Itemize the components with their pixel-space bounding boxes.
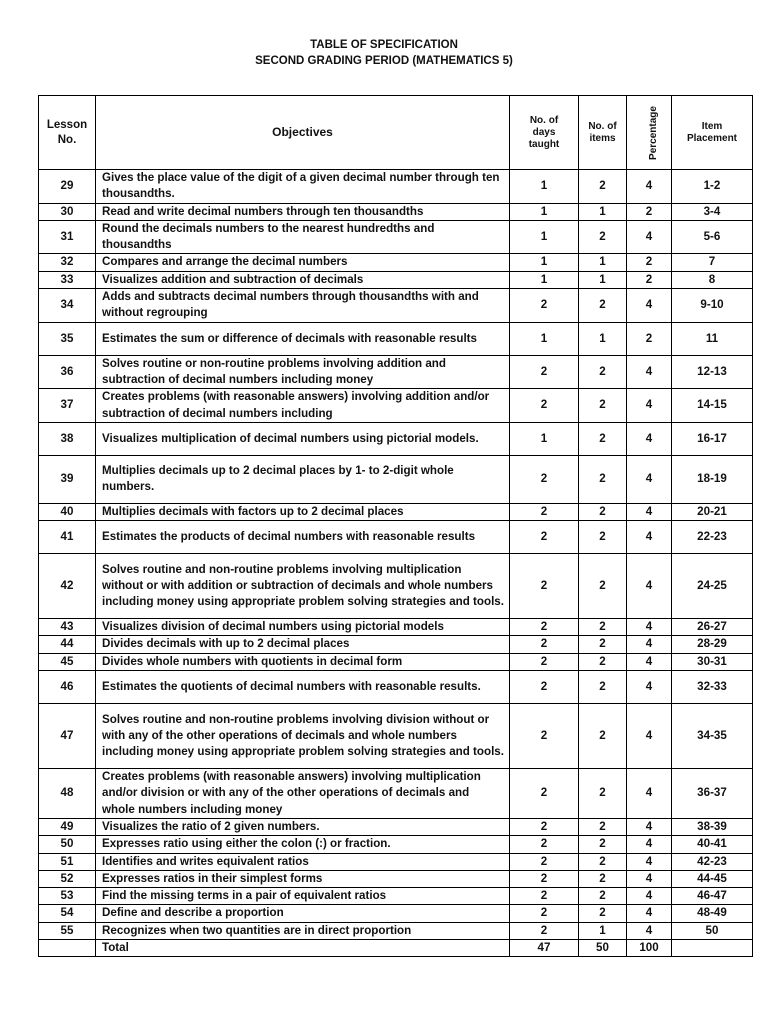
objective-text: Read and write decimal numbers through ten thousandths [96,203,510,220]
number-of-items: 2 [579,521,627,554]
days-taught: 2 [510,619,579,636]
days-taught: 2 [510,870,579,887]
lesson-number: 51 [39,853,96,870]
number-of-items: 2 [579,619,627,636]
lesson-number: 53 [39,888,96,905]
total-row [39,940,753,957]
item-placement: 44-45 [672,870,753,887]
table-row [39,888,753,905]
number-of-items: 2 [579,870,627,887]
table-row [39,671,753,704]
objective-text: Solves routine or non-routine problems involving addition and subtraction of decimal numbers including money [96,355,510,389]
percentage: 2 [627,254,672,271]
table-row [39,521,753,554]
table-row [39,554,753,619]
days-taught: 2 [510,922,579,939]
objective-text: Creates problems (with reasonable answers) involving multiplication and/or division or with any of the other operations of decimals and whole numbers including money [96,769,510,819]
item-placement: 20-21 [672,503,753,520]
item-placement: 32-33 [672,671,753,704]
number-of-items: 2 [579,818,627,835]
lesson-number: 33 [39,271,96,288]
number-of-items: 2 [579,170,627,204]
lesson-number: 29 [39,170,96,204]
item-placement: 24-25 [672,554,753,619]
number-of-items: 1 [579,922,627,939]
percentage: 2 [627,203,672,220]
number-of-items: 2 [579,455,627,503]
total-days: 47 [510,940,579,957]
percentage: 2 [627,271,672,288]
item-placement: 1-2 [672,170,753,204]
number-of-items: 2 [579,853,627,870]
percentage: 4 [627,619,672,636]
item-placement: 18-19 [672,455,753,503]
table-row [39,853,753,870]
item-placement: 7 [672,254,753,271]
table-row [39,769,753,819]
specification-table [38,95,753,957]
days-taught: 2 [510,503,579,520]
objective-text: Expresses ratios in their simplest forms [96,870,510,887]
days-taught: 2 [510,554,579,619]
lesson-number: 43 [39,619,96,636]
days-taught: 2 [510,289,579,323]
document-header [0,38,768,69]
days-taught: 2 [510,888,579,905]
item-placement: 36-37 [672,769,753,819]
days-taught: 1 [510,271,579,288]
number-of-items: 1 [579,271,627,288]
header-percentage-cell [627,96,672,170]
objective-text: Expresses ratio using either the colon (:) or fraction. [96,836,510,853]
days-taught: 1 [510,322,579,355]
lesson-number: 49 [39,818,96,835]
item-placement: 11 [672,322,753,355]
objective-text: Gives the place value of the digit of a given decimal number through ten thousandths. [96,170,510,204]
objective-text: Identifies and writes equivalent ratios [96,853,510,870]
table-row [39,355,753,389]
table-row [39,619,753,636]
header-item-placement: Item Placement [672,96,753,170]
days-taught: 1 [510,220,579,254]
objective-text: Visualizes addition and subtraction of decimals [96,271,510,288]
table-body [39,170,753,940]
days-taught: 1 [510,254,579,271]
item-placement: 28-29 [672,636,753,653]
table-row [39,455,753,503]
item-placement: 42-23 [672,853,753,870]
percentage: 4 [627,704,672,769]
item-placement: 14-15 [672,389,753,423]
table-row [39,271,753,288]
table-row [39,503,753,520]
objective-text: Multiplies decimals with factors up to 2 decimal places [96,503,510,520]
days-taught: 2 [510,905,579,922]
days-taught: 2 [510,853,579,870]
percentage: 4 [627,836,672,853]
table-row [39,636,753,653]
days-taught: 1 [510,170,579,204]
number-of-items: 2 [579,704,627,769]
percentage: 4 [627,220,672,254]
percentage: 4 [627,521,672,554]
total-percent: 100 [627,940,672,957]
number-of-items: 2 [579,769,627,819]
days-taught: 2 [510,671,579,704]
percentage: 4 [627,554,672,619]
percentage: 4 [627,389,672,423]
lesson-number: 52 [39,870,96,887]
header-lesson: Lesson No. [39,96,96,170]
item-placement: 26-27 [672,619,753,636]
objective-text: Adds and subtracts decimal numbers through thousandths with and without regrouping [96,289,510,323]
lesson-number: 30 [39,203,96,220]
percentage: 4 [627,503,672,520]
percentage: 4 [627,355,672,389]
number-of-items: 1 [579,254,627,271]
table-row [39,905,753,922]
header-percentage: Percentage [647,106,659,160]
number-of-items: 2 [579,422,627,455]
item-placement: 8 [672,271,753,288]
objective-text: Visualizes multiplication of decimal numbers using pictorial models. [96,422,510,455]
lesson-number: 41 [39,521,96,554]
table-row [39,422,753,455]
table-row [39,289,753,323]
document-title: TABLE OF SPECIFICATION [310,39,458,51]
days-taught: 2 [510,653,579,670]
objective-text: Recognizes when two quantities are in direct proportion [96,922,510,939]
days-taught: 2 [510,704,579,769]
days-taught: 2 [510,636,579,653]
table-row [39,870,753,887]
number-of-items: 2 [579,355,627,389]
number-of-items: 2 [579,905,627,922]
header-items: No. of items [579,96,627,170]
percentage: 4 [627,922,672,939]
lesson-number: 34 [39,289,96,323]
objective-text: Solves routine and non-routine problems involving multiplication without or with addition or subtraction of decimals and whole numbers including money using appropriate problem solving strategies and tools. [96,554,510,619]
number-of-items: 1 [579,203,627,220]
number-of-items: 2 [579,289,627,323]
lesson-number: 40 [39,503,96,520]
objective-text: Compares and arrange the decimal numbers [96,254,510,271]
number-of-items: 2 [579,888,627,905]
lesson-number: 45 [39,653,96,670]
item-placement: 46-47 [672,888,753,905]
item-placement: 38-39 [672,818,753,835]
table-row [39,203,753,220]
item-placement: 22-23 [672,521,753,554]
header-days-taught: No. of days taught [510,96,579,170]
number-of-items: 2 [579,389,627,423]
days-taught: 2 [510,355,579,389]
number-of-items: 2 [579,836,627,853]
percentage: 4 [627,636,672,653]
percentage: 4 [627,671,672,704]
days-taught: 2 [510,455,579,503]
table-row [39,322,753,355]
number-of-items: 2 [579,554,627,619]
objective-text: Round the decimals numbers to the nearest hundredths and thousandths [96,220,510,254]
header-row [39,96,753,170]
days-taught: 2 [510,389,579,423]
table-row [39,220,753,254]
total-label: Total [96,940,510,957]
number-of-items: 2 [579,671,627,704]
objective-text: Solves routine and non-routine problems involving division without or with any of the other operations of decimals and whole numbers including money using appropriate problem solving strategies and tools. [96,704,510,769]
percentage: 4 [627,170,672,204]
document-subtitle: SECOND GRADING PERIOD (MATHEMATICS 5) [255,54,513,67]
number-of-items: 2 [579,220,627,254]
days-taught: 2 [510,818,579,835]
days-taught: 2 [510,769,579,819]
lesson-number: 35 [39,322,96,355]
lesson-number: 31 [39,220,96,254]
total-placement-empty [672,940,753,957]
percentage: 2 [627,322,672,355]
percentage: 4 [627,870,672,887]
lesson-number: 47 [39,704,96,769]
objective-text: Estimates the sum or difference of decimals with reasonable results [96,322,510,355]
item-placement: 5-6 [672,220,753,254]
days-taught: 2 [510,521,579,554]
item-placement: 40-41 [672,836,753,853]
percentage: 4 [627,769,672,819]
percentage: 4 [627,888,672,905]
number-of-items: 1 [579,322,627,355]
lesson-number: 44 [39,636,96,653]
table-row [39,818,753,835]
days-taught: 2 [510,836,579,853]
total-items: 50 [579,940,627,957]
table-row [39,170,753,204]
lesson-number: 48 [39,769,96,819]
number-of-items: 2 [579,503,627,520]
table-row [39,704,753,769]
objective-text: Divides whole numbers with quotients in decimal form [96,653,510,670]
days-taught: 1 [510,203,579,220]
lesson-number: 39 [39,455,96,503]
number-of-items: 2 [579,636,627,653]
percentage: 4 [627,853,672,870]
table-row [39,836,753,853]
item-placement: 9-10 [672,289,753,323]
item-placement: 3-4 [672,203,753,220]
lesson-number: 42 [39,554,96,619]
percentage: 4 [627,818,672,835]
table-row [39,922,753,939]
percentage: 4 [627,422,672,455]
lesson-number: 50 [39,836,96,853]
header-objectives: Objectives [96,96,510,170]
objective-text: Visualizes division of decimal numbers using pictorial models [96,619,510,636]
lesson-number: 54 [39,905,96,922]
table-row [39,254,753,271]
objective-text: Estimates the quotients of decimal numbers with reasonable results. [96,671,510,704]
objective-text: Define and describe a proportion [96,905,510,922]
table-row [39,653,753,670]
lesson-number: 32 [39,254,96,271]
lesson-number: 38 [39,422,96,455]
lesson-number: 46 [39,671,96,704]
objective-text: Estimates the products of decimal numbers with reasonable results [96,521,510,554]
lesson-number: 55 [39,922,96,939]
objective-text: Creates problems (with reasonable answers) involving addition and/or subtraction of decimal numbers including [96,389,510,423]
objective-text: Find the missing terms in a pair of equivalent ratios [96,888,510,905]
percentage: 4 [627,289,672,323]
number-of-items: 2 [579,653,627,670]
percentage: 4 [627,905,672,922]
lesson-number: 37 [39,389,96,423]
percentage: 4 [627,653,672,670]
total-empty-cell [39,940,96,957]
lesson-number: 36 [39,355,96,389]
item-placement: 48-49 [672,905,753,922]
item-placement: 34-35 [672,704,753,769]
item-placement: 30-31 [672,653,753,670]
objective-text: Multiplies decimals up to 2 decimal places by 1- to 2-digit whole numbers. [96,455,510,503]
days-taught: 1 [510,422,579,455]
item-placement: 50 [672,922,753,939]
table-row [39,389,753,423]
item-placement: 16-17 [672,422,753,455]
item-placement: 12-13 [672,355,753,389]
objective-text: Divides decimals with up to 2 decimal places [96,636,510,653]
objective-text: Visualizes the ratio of 2 given numbers. [96,818,510,835]
percentage: 4 [627,455,672,503]
